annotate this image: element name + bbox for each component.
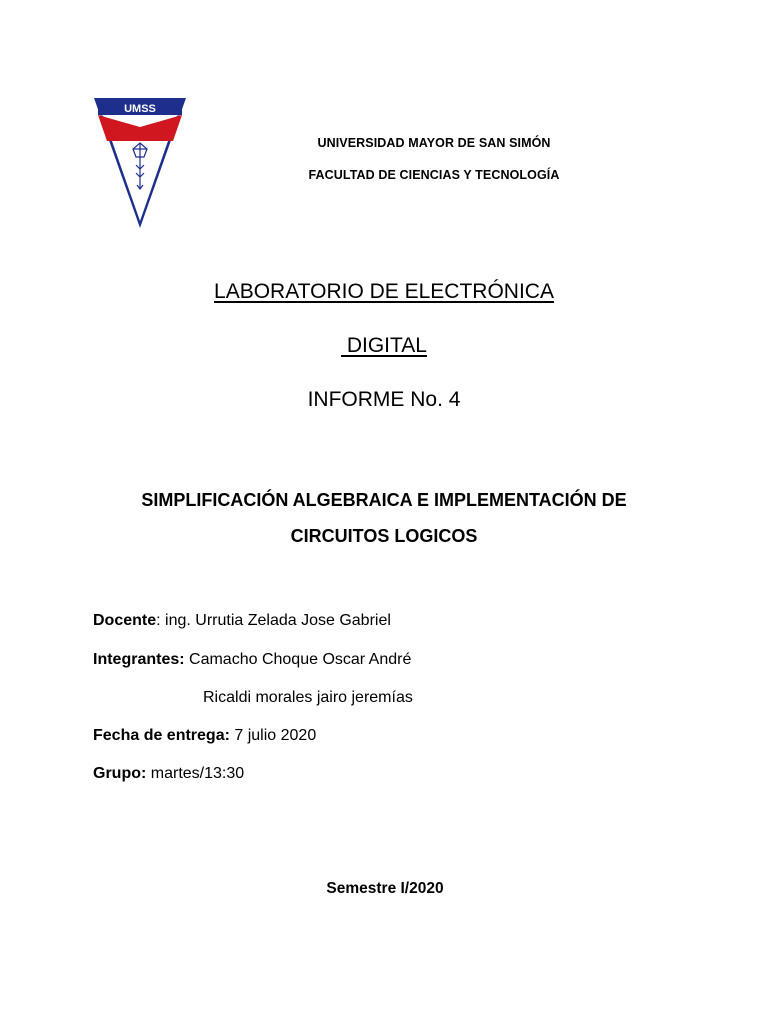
- fecha-value: 7 julio 2020: [229, 727, 317, 744]
- integrante-1: Camacho Choque Oscar André: [184, 651, 412, 668]
- grupo-value: martes/13:30: [146, 765, 245, 782]
- integrantes-row: [93, 651, 411, 669]
- fecha-row: [93, 727, 316, 745]
- grupo-row: [93, 765, 244, 783]
- fecha-label: Fecha de entrega:: [93, 727, 230, 744]
- subject-line-2: CIRCUITOS LOGICOS: [290, 526, 478, 546]
- docente-label: Docente: [93, 612, 157, 629]
- lab-title-text-1: LABORATORIO DE ELECTRÓNICA: [214, 280, 554, 303]
- lab-title-line-2: [0, 334, 768, 358]
- logo-text: UMSS: [124, 103, 156, 115]
- grupo-label: Grupo:: [93, 765, 147, 782]
- report-subject: [0, 482, 768, 554]
- lab-title-line-1: [0, 280, 768, 304]
- report-number: INFORME No. 4: [307, 388, 461, 411]
- umss-logo: [93, 97, 187, 229]
- subject-line-1: SIMPLIFICACIÓN ALGEBRAICA E IMPLEMENTACIÓN DE: [141, 490, 627, 510]
- faculty-name: FACULTAD DE CIENCIAS Y TECNOLOGÍA: [308, 168, 560, 182]
- university-name: UNIVERSIDAD MAYOR DE SAN SIMÓN: [317, 136, 551, 150]
- integrantes-label: Integrantes:: [93, 651, 185, 668]
- lab-title-text-2: DIGITAL: [341, 334, 427, 357]
- semester: Semestre I/2020: [326, 880, 444, 897]
- docente-value: : ing. Urrutia Zelada Jose Gabriel: [156, 612, 391, 629]
- integrante-2: Ricaldi morales jairo jeremías: [203, 689, 413, 706]
- docente-row: [93, 612, 391, 630]
